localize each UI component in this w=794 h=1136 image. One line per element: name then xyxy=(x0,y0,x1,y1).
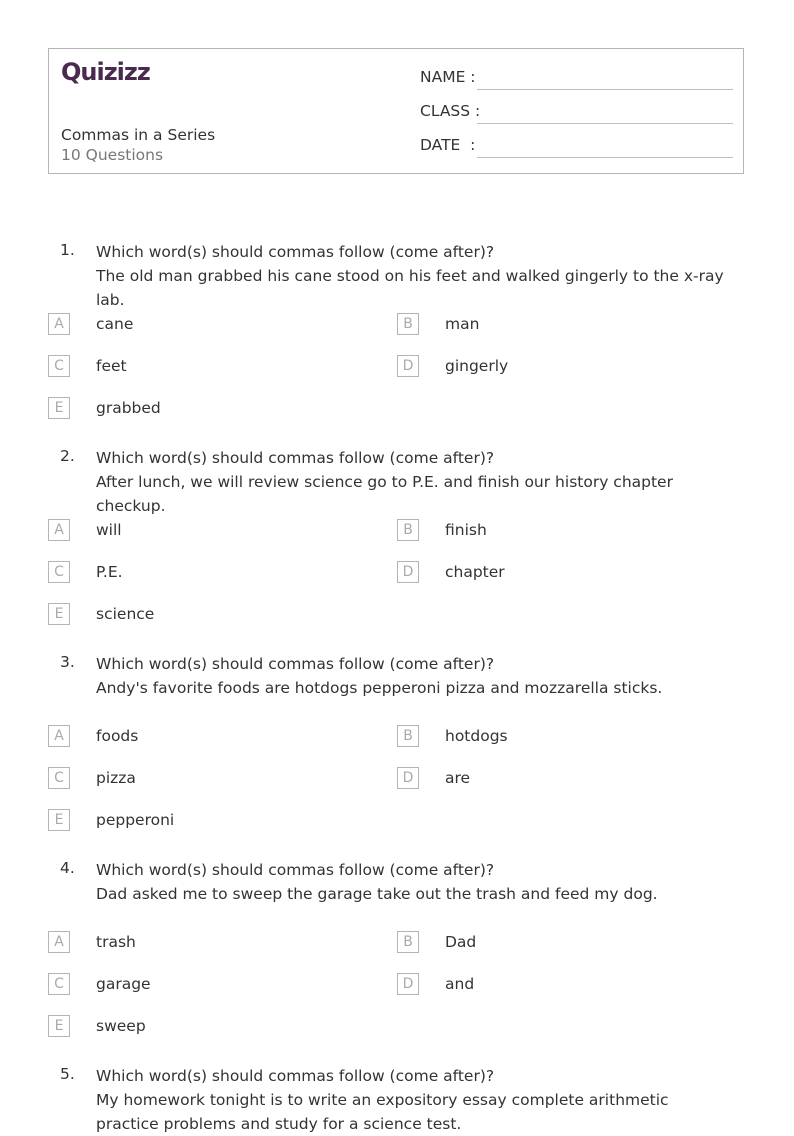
option-text-a: trash xyxy=(96,933,136,951)
option-text-b: Dad xyxy=(445,933,477,951)
option-text-c: garage xyxy=(96,975,151,993)
question-prompt: Which word(s) should commas follow (come after)? xyxy=(96,1067,495,1085)
option-text-e: science xyxy=(96,605,155,623)
option-box-b[interactable]: B xyxy=(397,519,419,541)
option-box-c[interactable]: C xyxy=(48,355,70,377)
option-box-d[interactable]: D xyxy=(397,767,419,789)
option-box-c[interactable]: C xyxy=(48,767,70,789)
option-text-c: pizza xyxy=(96,769,136,787)
question-sentence: Andy's favorite foods are hotdogs pepperoni pizza and mozzarella sticks. xyxy=(96,679,663,697)
option-text-c: feet xyxy=(96,357,127,375)
option-text-a: cane xyxy=(96,315,134,333)
question-number: 1. xyxy=(60,241,75,259)
option-box-e[interactable]: E xyxy=(48,1015,70,1037)
question-sentence: The old man grabbed his cane stood on his feet and walked gingerly to the x-ray lab. xyxy=(96,267,724,309)
quizizz-logo: Quizizz xyxy=(61,58,150,86)
question-prompt: Which word(s) should commas follow (come after)? xyxy=(96,655,495,673)
option-text-b: finish xyxy=(445,521,487,539)
option-text-d: gingerly xyxy=(445,357,509,375)
option-text-c: P.E. xyxy=(96,563,123,581)
option-box-c[interactable]: C xyxy=(48,561,70,583)
option-text-d: chapter xyxy=(445,563,505,581)
option-box-a[interactable]: A xyxy=(48,313,70,335)
option-box-e[interactable]: E xyxy=(48,397,70,419)
option-text-d: are xyxy=(445,769,471,787)
name-label: NAME : xyxy=(420,68,476,86)
question-sentence: My homework tonight is to write an expository essay complete arithmetic practice problems and study for a science test. xyxy=(96,1091,669,1133)
question-number: 5. xyxy=(60,1065,75,1083)
question-number: 2. xyxy=(60,447,75,465)
option-box-a[interactable]: A xyxy=(48,931,70,953)
question-prompt: Which word(s) should commas follow (come after)? xyxy=(96,861,495,879)
option-text-e: pepperoni xyxy=(96,811,175,829)
question-count: 10 Questions xyxy=(61,146,164,164)
option-box-c[interactable]: C xyxy=(48,973,70,995)
question-sentence: Dad asked me to sweep the garage take out the trash and feed my dog. xyxy=(96,885,658,903)
option-box-a[interactable]: A xyxy=(48,725,70,747)
worksheet-title: Commas in a Series xyxy=(61,126,216,144)
question-sentence: After lunch, we will review science go to P.E. and finish our history chapter checkup. xyxy=(96,473,673,515)
option-text-e: grabbed xyxy=(96,399,161,417)
option-box-d[interactable]: D xyxy=(397,973,419,995)
name-line[interactable] xyxy=(477,89,733,90)
class-label: CLASS : xyxy=(420,102,481,120)
option-text-a: foods xyxy=(96,727,139,745)
option-box-b[interactable]: B xyxy=(397,725,419,747)
option-box-d[interactable]: D xyxy=(397,355,419,377)
option-text-a: will xyxy=(96,521,122,539)
option-text-e: sweep xyxy=(96,1017,146,1035)
option-box-a[interactable]: A xyxy=(48,519,70,541)
question-number: 3. xyxy=(60,653,75,671)
option-box-d[interactable]: D xyxy=(397,561,419,583)
question-prompt: Which word(s) should commas follow (come after)? xyxy=(96,243,495,261)
option-text-b: hotdogs xyxy=(445,727,508,745)
option-box-b[interactable]: B xyxy=(397,313,419,335)
class-line[interactable] xyxy=(477,123,733,124)
question-prompt: Which word(s) should commas follow (come after)? xyxy=(96,449,495,467)
option-box-e[interactable]: E xyxy=(48,603,70,625)
date-line[interactable] xyxy=(477,157,733,158)
date-label: DATE : xyxy=(420,136,476,154)
option-text-b: man xyxy=(445,315,480,333)
question-number: 4. xyxy=(60,859,75,877)
worksheet-header xyxy=(48,48,744,174)
option-text-d: and xyxy=(445,975,475,993)
option-box-e[interactable]: E xyxy=(48,809,70,831)
option-box-b[interactable]: B xyxy=(397,931,419,953)
